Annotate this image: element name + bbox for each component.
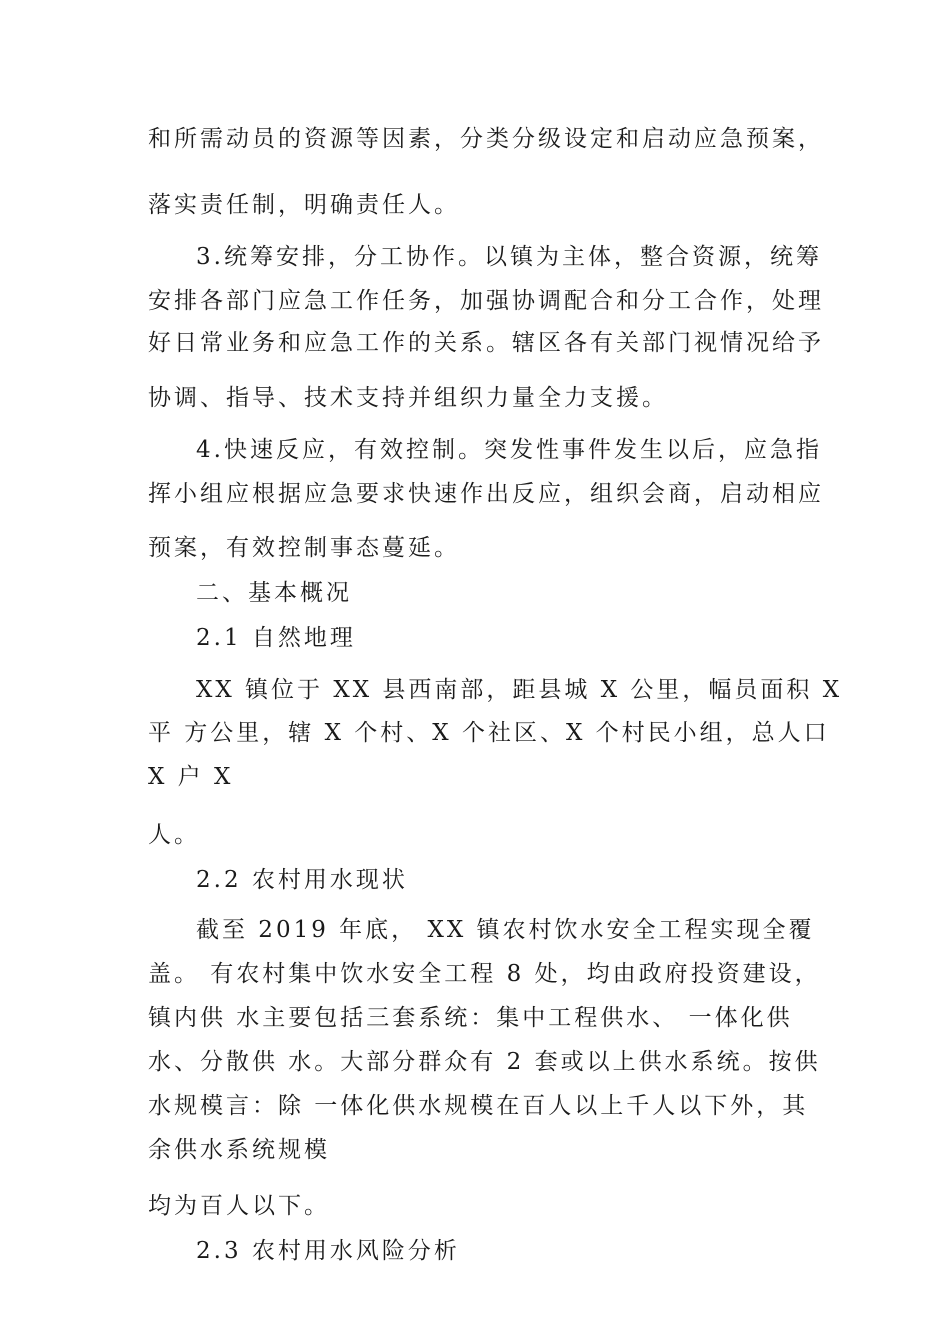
text-line-20: 水、分散供 水。大部分群众有 2 套或以上供水系统。按供 <box>148 1049 821 1075</box>
text-line-22: 余供水系统规模 <box>148 1137 330 1163</box>
text-line-7: 4.快速反应，有效控制。突发性事件发生以后，应急指 <box>196 437 822 463</box>
section-heading: 二、基本概况 <box>196 580 352 606</box>
text-line-17: 截至 2019 年底， XX 镇农村饮水安全工程实现全覆 <box>196 917 815 943</box>
text-line-13: 平 方公里，辖 X 个村、X 个社区、X 个村民小组，总人口 <box>148 720 830 746</box>
text-line-1: 和所需动员的资源等因素，分类分级设定和启动应急预案， <box>148 126 824 152</box>
text-line-21: 水规模言：除 一体化供水规模在百人以上千人以下外，其 <box>148 1093 809 1119</box>
text-line-14: X 户 X <box>148 764 234 790</box>
text-line-5: 好日常业务和应急工作的关系。辖区各有关部门视情况给予 <box>148 330 824 356</box>
text-line-12: XX 镇位于 XX 县西南部，距县城 X 公里，幅员面积 X <box>196 677 843 703</box>
text-line-3: 3.统筹安排，分工协作。以镇为主体，整合资源，统筹 <box>196 244 822 270</box>
text-line-9: 预案，有效控制事态蔓延。 <box>148 535 460 561</box>
subsection-heading-2-1: 2.1 自然地理 <box>196 625 356 651</box>
text-line-8: 挥小组应根据应急要求快速作出反应，组织会商，启动相应 <box>148 481 824 507</box>
text-line-15: 人。 <box>148 822 200 848</box>
subsection-heading-2-3: 2.3 农村用水风险分析 <box>196 1238 460 1264</box>
subsection-heading-2-2: 2.2 农村用水现状 <box>196 867 408 893</box>
text-line-2: 落实责任制，明确责任人。 <box>148 192 460 218</box>
text-line-4: 安排各部门应急工作任务，加强协调配合和分工合作，处理 <box>148 288 824 314</box>
text-line-19: 镇内供 水主要包括三套系统：集中工程供水、 一体化供 <box>148 1005 793 1031</box>
text-line-23: 均为百人以下。 <box>148 1193 330 1219</box>
text-line-6: 协调、指导、技术支持并组织力量全力支援。 <box>148 385 668 411</box>
text-line-18: 盖。 有农村集中饮水安全工程 8 处，均由政府投资建设， <box>148 961 821 987</box>
